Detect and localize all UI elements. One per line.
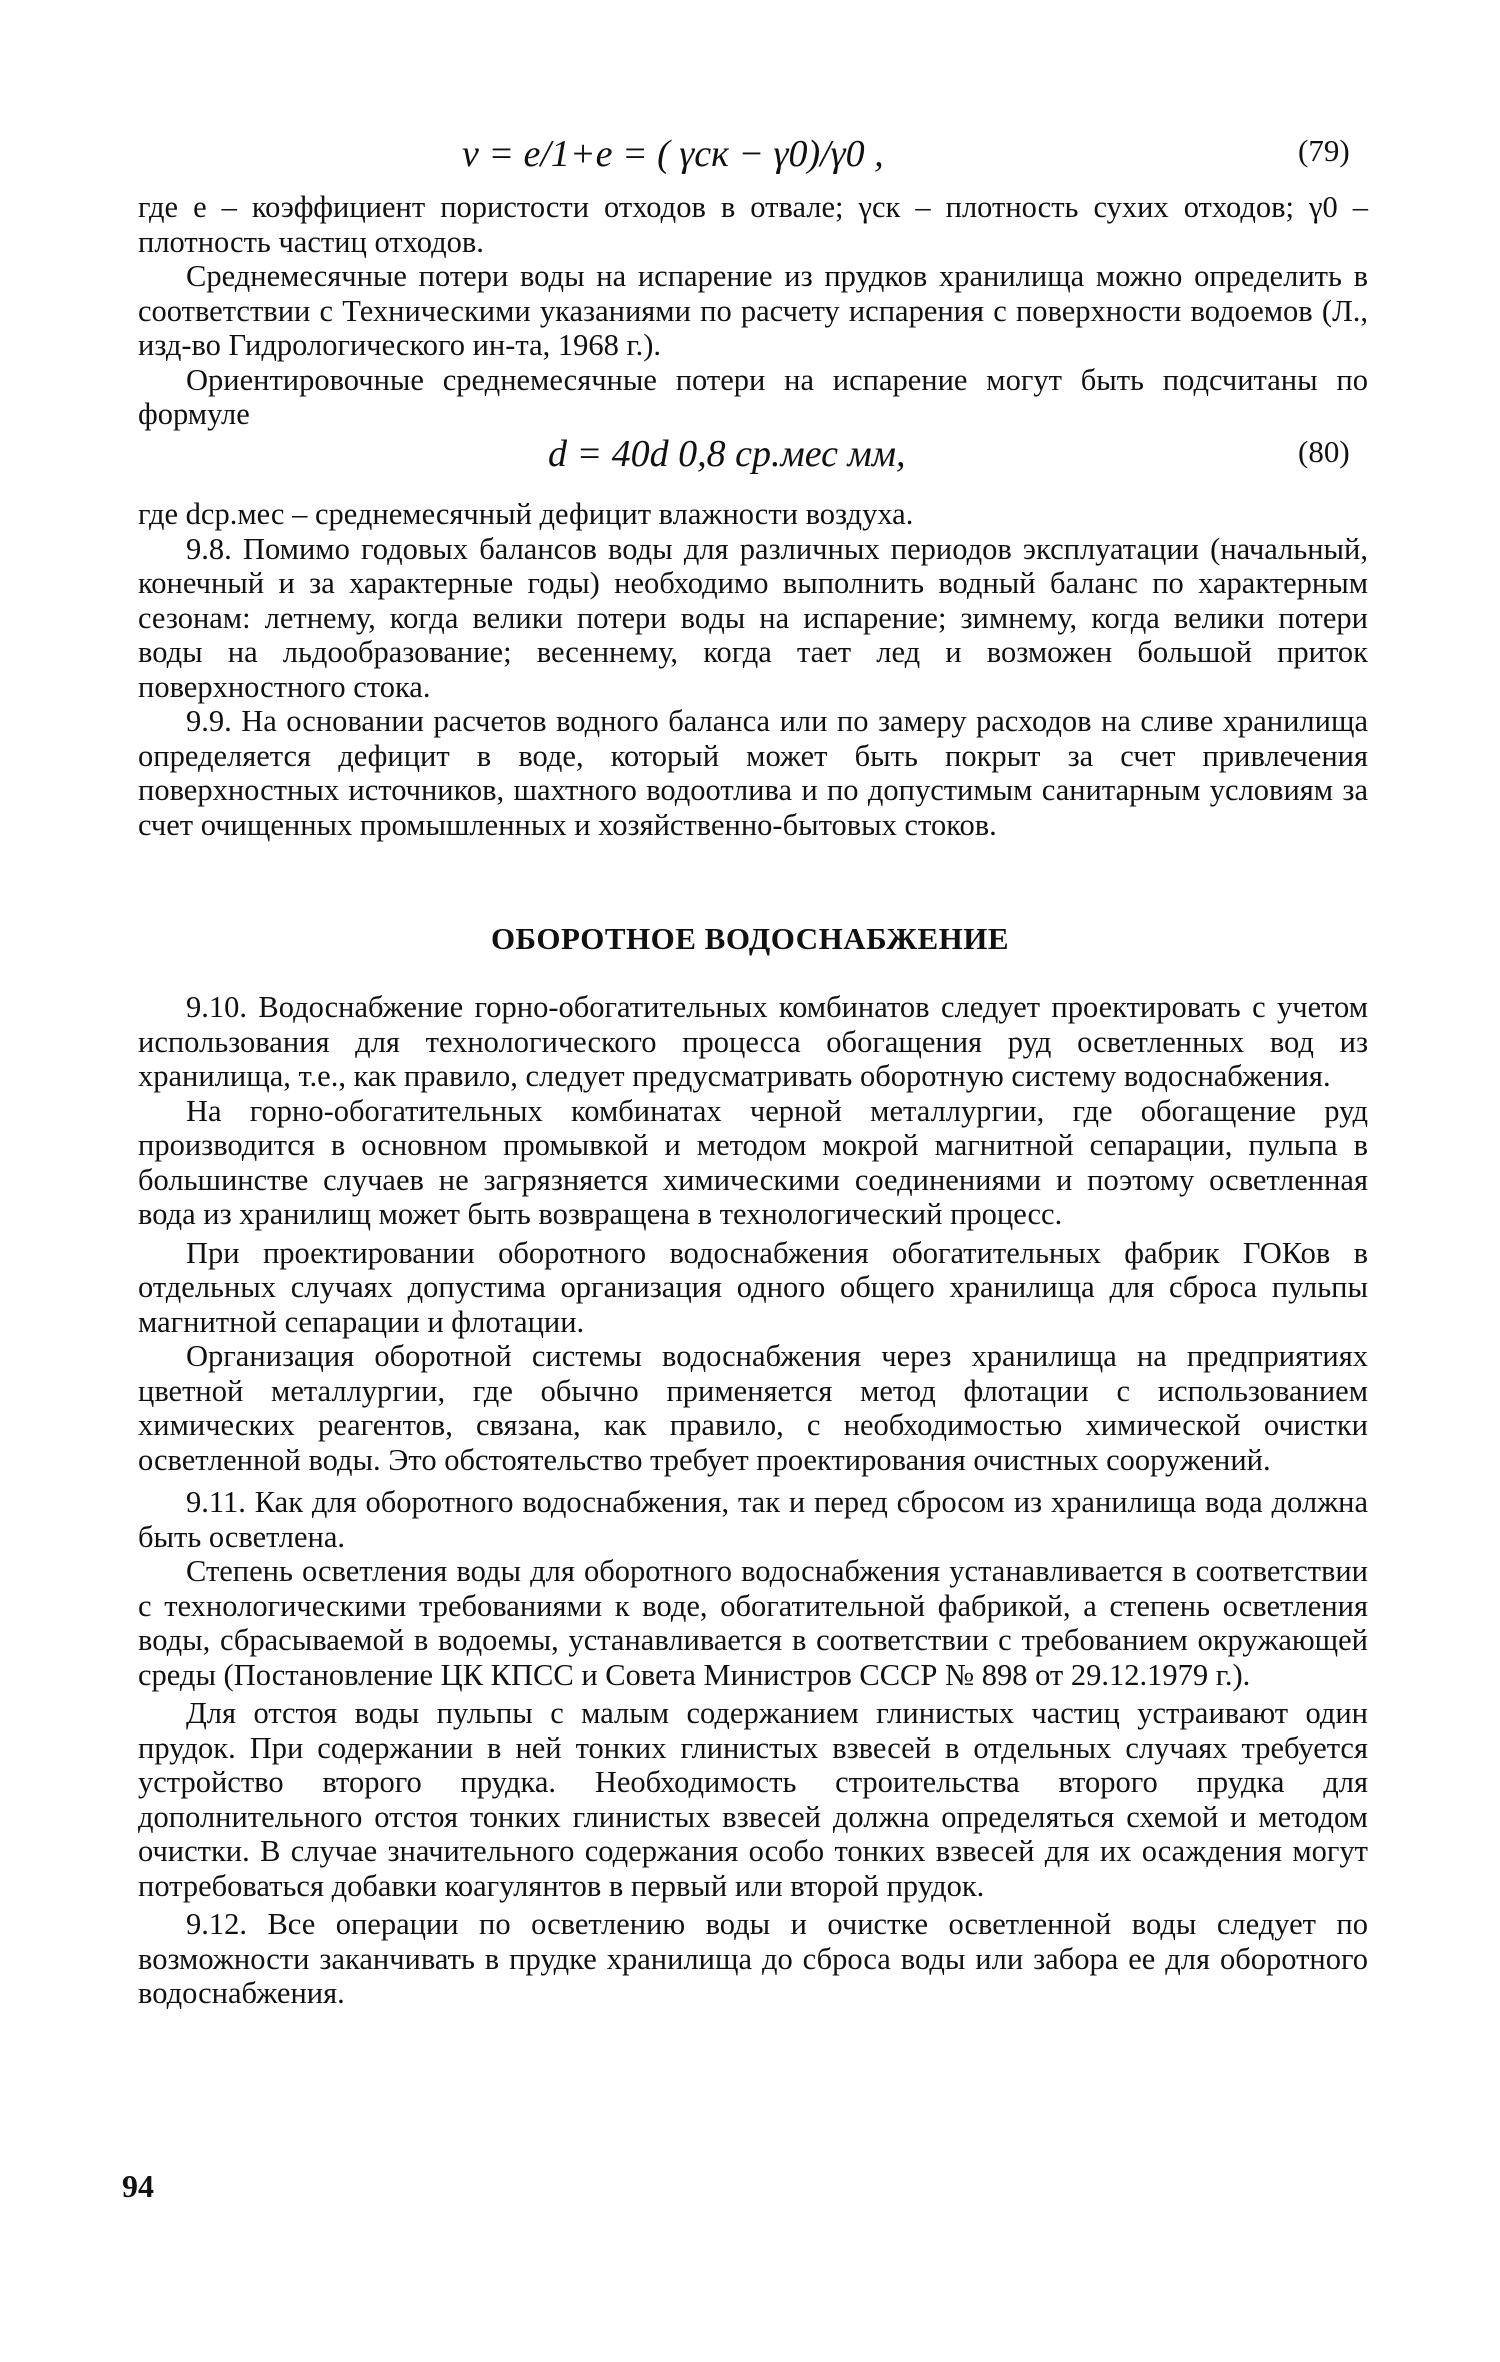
paragraph-9-11: 9.11. Как для оборотного водоснабжения, так и перед сбросом из хранилища вода должна быть осветлена. xyxy=(138,1485,1368,1554)
paragraph-where-d: где dср.мес – среднемесячный дефицит влажности воздуха. xyxy=(138,497,914,531)
paragraph-approximate-losses: Ориентировочные среднемесячные потери на испарение могут быть подсчитаны по формуле xyxy=(138,362,1368,431)
paragraph-evaporation: Среднемесячные потери воды на испарение из прудков хранилища можно определить в соответствии с Техническими указаниями по расчету испарения с поверхности водоемов (Л., изд-во Гидрологического ин-та, 1968 г.). xyxy=(138,259,1368,362)
paragraph-clarification-degree: Степень осветления воды для оборотного водоснабжения устанавливается в соответствии с технологическими требованиями к воде, обогатительной фабрикой, а степень осветления воды, сбрасываемой в водоемы, устанавливается в соответствии с требованием окружающей среды (Постановление ЦК КПСС и Совета Министров СССР № 898 от 29.12.1979 г.). xyxy=(138,1554,1368,1692)
paragraph-9-9: 9.9. На основании расчетов водного баланса или по замеру расходов на сливе хранилища определяется дефицит в воде, который может быть покрыт за счет привлечения поверхностных источников, шахтного водоотлива и по допустимым санитарным условиям за счет очищенных промышленных и хозяйственно-бытовых стоков. xyxy=(138,704,1368,842)
text-block-2 xyxy=(138,497,1368,842)
paragraph-ferrous-metallurgy: На горно-обогатительных комбинатах черной металлургии, где обогащение руд производится в основном промывкой и методом мокрой магнитной сепарации, пульпа в большинстве случаев не загрязняется химическими соединениями и поэтому осветленная вода из хранилищ может быть возвращена в технологический процесс. xyxy=(138,1093,1368,1231)
paragraph-settling-ponds: Для отстоя воды пульпы с малым содержанием глинистых частиц устраивают один прудок. При содержании в ней тонких глинистых взвесей в отдельных случаях требуется устройство второго прудка. Необходимость строительства второго прудка для дополнительного отстоя тонких глинистых взвесей должна определяться схемой и методом очистки. В случае значительного содержания особо тонких взвесей для их осаждения могут потребоваться добавки коагулянтов в первый или второй прудок. xyxy=(138,1696,1368,1903)
page-number: 94 xyxy=(122,2168,154,2204)
paragraph-9-8: 9.8. Помимо годовых балансов воды для различных периодов эксплуатации (начальный, конечный и за характерные годы) необходимо выполнить водный баланс по характерным сезонам: летнему, когда велики потери воды на испарение; зимнему, когда велики потери воды на льдообразование; весеннему, когда тает лед и возможен большой приток поверхностного стока. xyxy=(138,531,1368,704)
paragraph-nonferrous-metallurgy: Организация оборотной системы водоснабжения через хранилища на предприятиях цветной металлургии, где обычно применяется метод флотации с использованием химических реагентов, связана, как правило, с необходимостью химической очистки осветленной воды. Это обстоятельство требует проектирования очистных сооружений. xyxy=(138,1339,1368,1477)
section-heading: ОБОРОТНОЕ ВОДОСНАБЖЕНИЕ xyxy=(490,921,1010,956)
text-block-3 xyxy=(138,990,1368,2011)
equation-80: d = 40d 0,8 ср.мес мм, xyxy=(548,433,906,475)
equation-79: v = e/1+e = ( γск − γ0)/γ0 , xyxy=(462,133,884,175)
equation-79-number: (79) xyxy=(1298,133,1350,168)
equation-80-number: (80) xyxy=(1298,434,1350,469)
paragraph-9-10: 9.10. Водоснабжение горно-обогатительных комбинатов следует проектировать с учетом использования для технологического процесса обогащения руд осветленных вод из хранилища, т.е., как правило, следует предусматривать оборотную систему водоснабжения. xyxy=(138,990,1368,1093)
paragraph-where-e: где e – коэффициент пористости отходов в отвале; γск – плотность сухих отходов; γ0 – плотность частиц отходов. xyxy=(138,190,1368,259)
paragraph-design-recirculation: При проектировании оборотного водоснабжения обогатительных фабрик ГОКов в отдельных случаях допустима организация одного общего хранилища для сброса пульпы магнитной сепарации и флотации. xyxy=(138,1235,1368,1339)
paragraph-9-12: 9.12. Все операции по осветлению воды и очистке осветленной воды следует по возможности заканчивать в прудке хранилища до сброса воды или забора ее для оборотного водоснабжения. xyxy=(138,1907,1368,2010)
text-block-1 xyxy=(138,190,1368,432)
